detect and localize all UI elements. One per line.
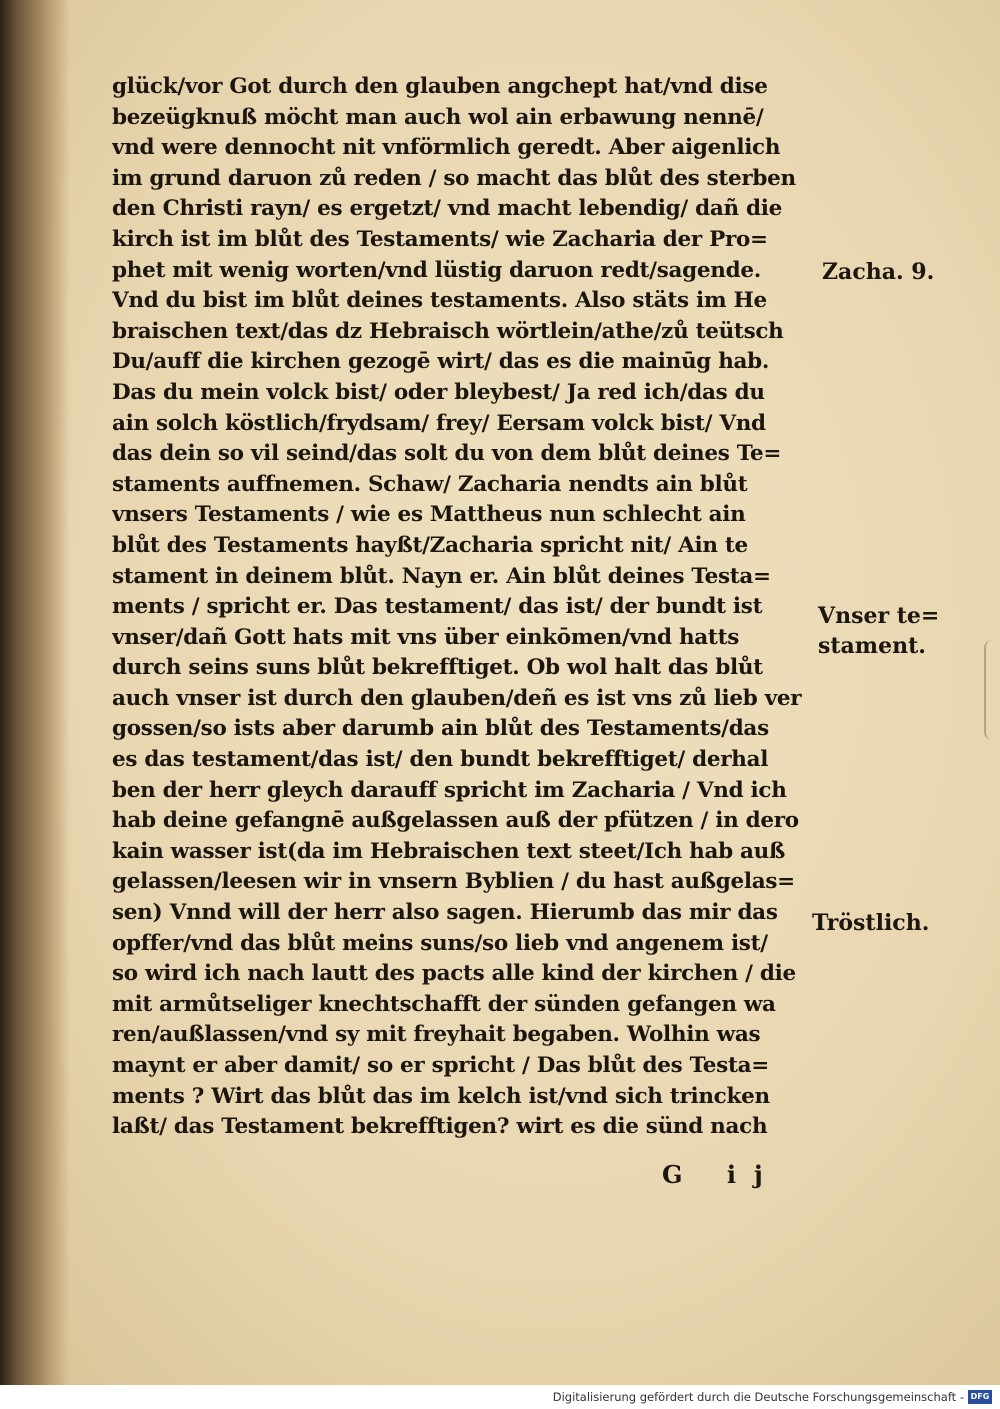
text-line: laßt/ das Testament bekrefftigen? wirt es die sünd nach: [112, 1114, 768, 1140]
funding-credit: Digitalisierung gefördert durch die Deutsche Forschungsgemeinschaft -: [552, 1390, 964, 1404]
text-line: blůt des Testaments hayßt/Zacharia spricht nit/ Ain te: [112, 532, 748, 558]
text-line: es das testament/das ist/ den bundt bekrefftiget/ derhal: [112, 747, 769, 773]
text-line: ain solch köstlich/frydsam/ frey/ Eersam volck bist/ Vnd: [112, 410, 766, 436]
margin-note-troestlich: Tröstlich.: [812, 910, 930, 936]
text-line: das dein so vil seind/das solt du von dem blůt deines Te=: [112, 441, 782, 467]
text-line: ments / spricht er. Das testament/ das ist/ der bundt ist: [112, 594, 763, 620]
signature-mark: G ij: [662, 1160, 781, 1189]
text-line: durch seins suns blůt bekrefftiget. Ob wol halt das blůt: [112, 655, 763, 681]
text-line: im grund daruon zů reden / so macht das blůt des sterben: [112, 165, 796, 191]
text-line: vnsers Testaments / wie es Mattheus nun schlecht ain: [112, 502, 746, 528]
text-line: auch vnser ist durch den glauben/deñ es ist vns zů lieb ver: [112, 685, 802, 711]
text-line: Vnd du bist im blůt deines testaments. Also stäts im He: [112, 288, 767, 314]
text-line: vnser/dañ Gott hats mit vns über einkōmen/vnd hatts: [112, 624, 740, 650]
gutter-shadow: [0, 0, 70, 1385]
text-line: stament in deinem blůt. Nayn er. Ain blůt deines Testa=: [112, 563, 771, 589]
text-line: glück/vor Got durch den glauben angchept hat/vnd dise: [112, 74, 768, 99]
dfg-logo: DFG: [968, 1390, 992, 1404]
text-line: vnd were dennocht nit vnförmlich geredt. Aber aigenlich: [112, 135, 781, 161]
text-line: maynt er aber damit/ so er spricht / Das blůt des Testa=: [112, 1053, 769, 1078]
text-line: braischen text/das dz Hebraisch wörtlein/athe/zů teütsch: [112, 318, 784, 344]
text-line: den Christi rayn/ es ergetzt/ vnd macht lebendig/ dañ die: [112, 196, 782, 222]
text-line: Das du mein volck bist/ oder bleybest/ Ja red ich/das du: [112, 379, 765, 405]
text-line: mit armůtseliger knechtschafft der sünden gefangen wa: [112, 991, 776, 1017]
main-text-block: [112, 72, 820, 1143]
page-edge: [984, 640, 1000, 740]
text-line: ben der herr gleych darauff spricht im Zacharia / Vnd ich: [112, 777, 787, 803]
margin-note-zacharia: Zacha. 9.: [822, 259, 935, 285]
text-line: gossen/so ists aber darumb ain blůt des Testaments/das: [112, 716, 769, 742]
text-line: so wird ich nach lautt des pacts alle kind der kirchen / die: [112, 961, 796, 987]
text-line: ren/außlassen/vnd sy mit freyhait begaben. Wolhin was: [112, 1022, 761, 1048]
text-line: kirch ist im blůt des Testaments/ wie Zacharia der Pro=: [112, 226, 768, 252]
margin-note-vnser-testament-2: stament.: [818, 633, 926, 659]
footer-bar: [0, 1385, 1000, 1409]
text-line: gelassen/leesen wir in vnsern Byblien / du hast außgelas=: [112, 869, 795, 895]
text-line: Du/auff die kirchen gezogē wirt/ das es die mainūg hab.: [112, 349, 770, 375]
text-line: sen) Vnnd will der herr also sagen. Hierumb das mir das: [112, 900, 778, 926]
text-line: opffer/vnd das blůt meins suns/so lieb vnd angenem ist/: [112, 930, 768, 956]
text-line: hab deine gefangnē außgelassen auß der pfützen / in dero: [112, 808, 799, 834]
text-line: ments ? Wirt das blůt das im kelch ist/vnd sich trincken: [112, 1083, 770, 1109]
text-line: staments auffnemen. Schaw/ Zacharia nendts ain blůt: [112, 471, 748, 497]
text-line: kain wasser ist(da im Hebraischen text steet/Ich hab auß: [112, 838, 786, 864]
margin-note-vnser-testament-1: Vnser te=: [818, 603, 940, 629]
text-line: bezeügknuß möcht man auch wol ain erbawung nennē/: [112, 104, 764, 130]
text-line: phet mit wenig worten/vnd lüstig daruon redt/sagende.: [112, 257, 761, 283]
